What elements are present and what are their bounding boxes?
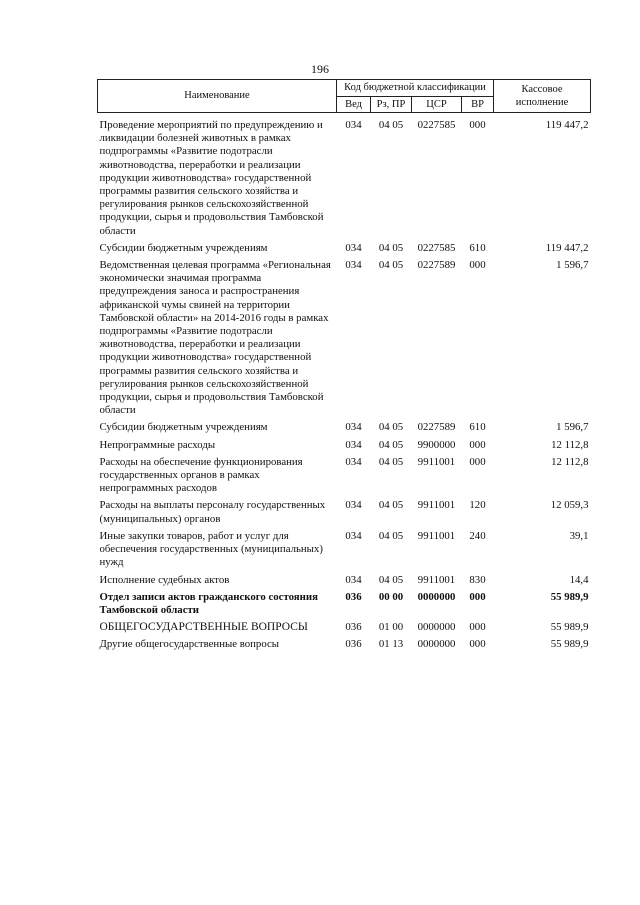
- row-sum: 1 596,7: [556, 259, 589, 272]
- row-csr: 0000000: [417, 638, 456, 651]
- row-sum: 39,1: [569, 529, 589, 542]
- row-ved: 034: [345, 119, 362, 131]
- row-rz-pr: 04 05: [378, 119, 404, 131]
- row-rz-pr: 04 05: [378, 241, 404, 254]
- row-sum: 12 112,8: [551, 438, 589, 451]
- row-sum: 119 447,2: [545, 119, 589, 131]
- page-number: 196: [311, 62, 329, 76]
- budget-table: [97, 79, 591, 656]
- row-csr: 0227589: [417, 259, 456, 272]
- row-vr: 000: [469, 638, 486, 651]
- row-sum: 12 112,8: [551, 455, 589, 468]
- row-ved: 034: [345, 241, 362, 254]
- row-name: Проведение мероприятий по предупреждению и ликвидации болезней животных в рамках подпрограммы «Развитие подотрасли животноводства, переработки и реализации продукции животноводства» государственной программы развития сельского хозяйства и регулирования рынков сельскохозяйственной продукции, сырья и продовольствия Тамбовской области: [99, 119, 324, 237]
- row-csr: 0227585: [417, 241, 456, 254]
- row-sum: 1 596,7: [556, 421, 589, 434]
- row-csr: 9911001: [417, 529, 456, 542]
- row-ved: 036: [345, 621, 362, 634]
- row-sum: 55 989,9: [550, 621, 589, 634]
- header-csr: ЦСР: [412, 96, 462, 113]
- row-vr: 000: [469, 438, 486, 451]
- row-sum: 14,4: [569, 573, 589, 586]
- table-row: [98, 259, 591, 421]
- row-vr: 000: [469, 621, 486, 634]
- row-ved: 034: [345, 421, 362, 434]
- row-name: Другие общегосударственные вопросы: [99, 638, 280, 651]
- row-vr: 240: [469, 529, 486, 542]
- row-name: Ведомственная целевая программа «Региональная экономически значимая программа предупреждения заноса и распространения африканской чумы свиней на территории Тамбовской области» на 2014-2016 годы в рамках подпрограммы «Развитие подотрасли животноводства, переработки и реализации продукции животноводства» государственной программы развития сельского хозяйства и регулирования рынков сельскохозяйственной продукции, сырья и продовольствия Тамбовской области: [99, 259, 331, 417]
- table-row: [98, 638, 591, 655]
- row-csr: 9900000: [417, 438, 456, 451]
- row-name: Исполнение судебных актов: [99, 573, 230, 586]
- row-rz-pr: 04 05: [378, 499, 404, 512]
- table-row: [98, 530, 591, 574]
- row-rz-pr: 00 00: [378, 590, 404, 603]
- row-csr: 0227589: [417, 421, 456, 434]
- header-execution: Кассовое исполнение: [494, 80, 591, 113]
- table-row: [98, 242, 591, 259]
- row-rz-pr: 01 13: [378, 638, 404, 651]
- row-rz-pr: 04 05: [378, 455, 404, 468]
- row-ved: 034: [345, 438, 362, 451]
- header-ved: Вед: [337, 96, 371, 113]
- row-name: Расходы на обеспечение функционирования государственных органов в рамках непрограммных расходов: [99, 455, 303, 495]
- row-ved: 034: [345, 529, 362, 542]
- row-vr: 000: [469, 119, 486, 131]
- row-name: Отдел записи актов гражданского состояния Тамбовской области: [99, 590, 318, 616]
- header-code-group: Код бюджетной классификации: [337, 80, 494, 97]
- row-csr: 9911001: [417, 499, 456, 512]
- table-row: [98, 591, 591, 621]
- row-rz-pr: 01 00: [378, 621, 404, 634]
- row-ved: 036: [345, 638, 362, 651]
- table-row: [98, 499, 591, 529]
- row-rz-pr: 04 05: [378, 421, 404, 434]
- row-vr: 610: [469, 421, 486, 434]
- header-name: Наименование: [98, 80, 337, 113]
- table-row: [98, 439, 591, 456]
- table-row: [98, 574, 591, 591]
- row-ved: 034: [345, 499, 362, 512]
- row-sum: 55 989,9: [550, 638, 589, 651]
- row-vr: 000: [469, 259, 486, 272]
- row-csr: 0227585: [417, 119, 456, 131]
- row-rz-pr: 04 05: [378, 529, 404, 542]
- row-name: Расходы на выплаты персоналу государственных (муниципальных) органов: [99, 499, 326, 525]
- row-ved: 034: [345, 573, 362, 586]
- row-sum: 119 447,2: [545, 241, 589, 254]
- header-rz-pr: Рз, ПР: [371, 96, 412, 113]
- row-csr: 0000000: [417, 621, 456, 634]
- row-name: Субсидии бюджетным учреждениям: [99, 241, 268, 254]
- row-rz-pr: 04 05: [378, 573, 404, 586]
- table-row: [98, 621, 591, 638]
- row-csr: 0000000: [417, 590, 456, 603]
- table-row: [98, 421, 591, 438]
- row-vr: 000: [469, 590, 486, 603]
- row-vr: 610: [469, 241, 486, 254]
- row-vr: 120: [469, 499, 486, 512]
- row-vr: 830: [469, 573, 486, 586]
- row-ved: 036: [345, 590, 362, 603]
- row-ved: 034: [345, 259, 362, 272]
- row-rz-pr: 04 05: [378, 259, 404, 272]
- row-name: Непрограммные расходы: [99, 438, 216, 451]
- row-csr: 9911001: [417, 573, 456, 586]
- row-name: Субсидии бюджетным учреждениям: [99, 421, 268, 434]
- row-name: Иные закупки товаров, работ и услуг для обеспечения государственных (муниципальных) нужд: [99, 529, 323, 569]
- row-vr: 000: [469, 455, 486, 468]
- table-row: [98, 456, 591, 500]
- row-csr: 9911001: [417, 455, 456, 468]
- row-name: ОБЩЕГОСУДАРСТВЕННЫЕ ВОПРОСЫ: [99, 621, 308, 634]
- row-sum: 12 059,3: [550, 499, 589, 512]
- row-rz-pr: 04 05: [378, 438, 404, 451]
- row-sum: 55 989,9: [550, 590, 589, 603]
- header-vr: ВР: [462, 96, 494, 113]
- row-ved: 034: [345, 455, 362, 468]
- table-row: [98, 113, 591, 242]
